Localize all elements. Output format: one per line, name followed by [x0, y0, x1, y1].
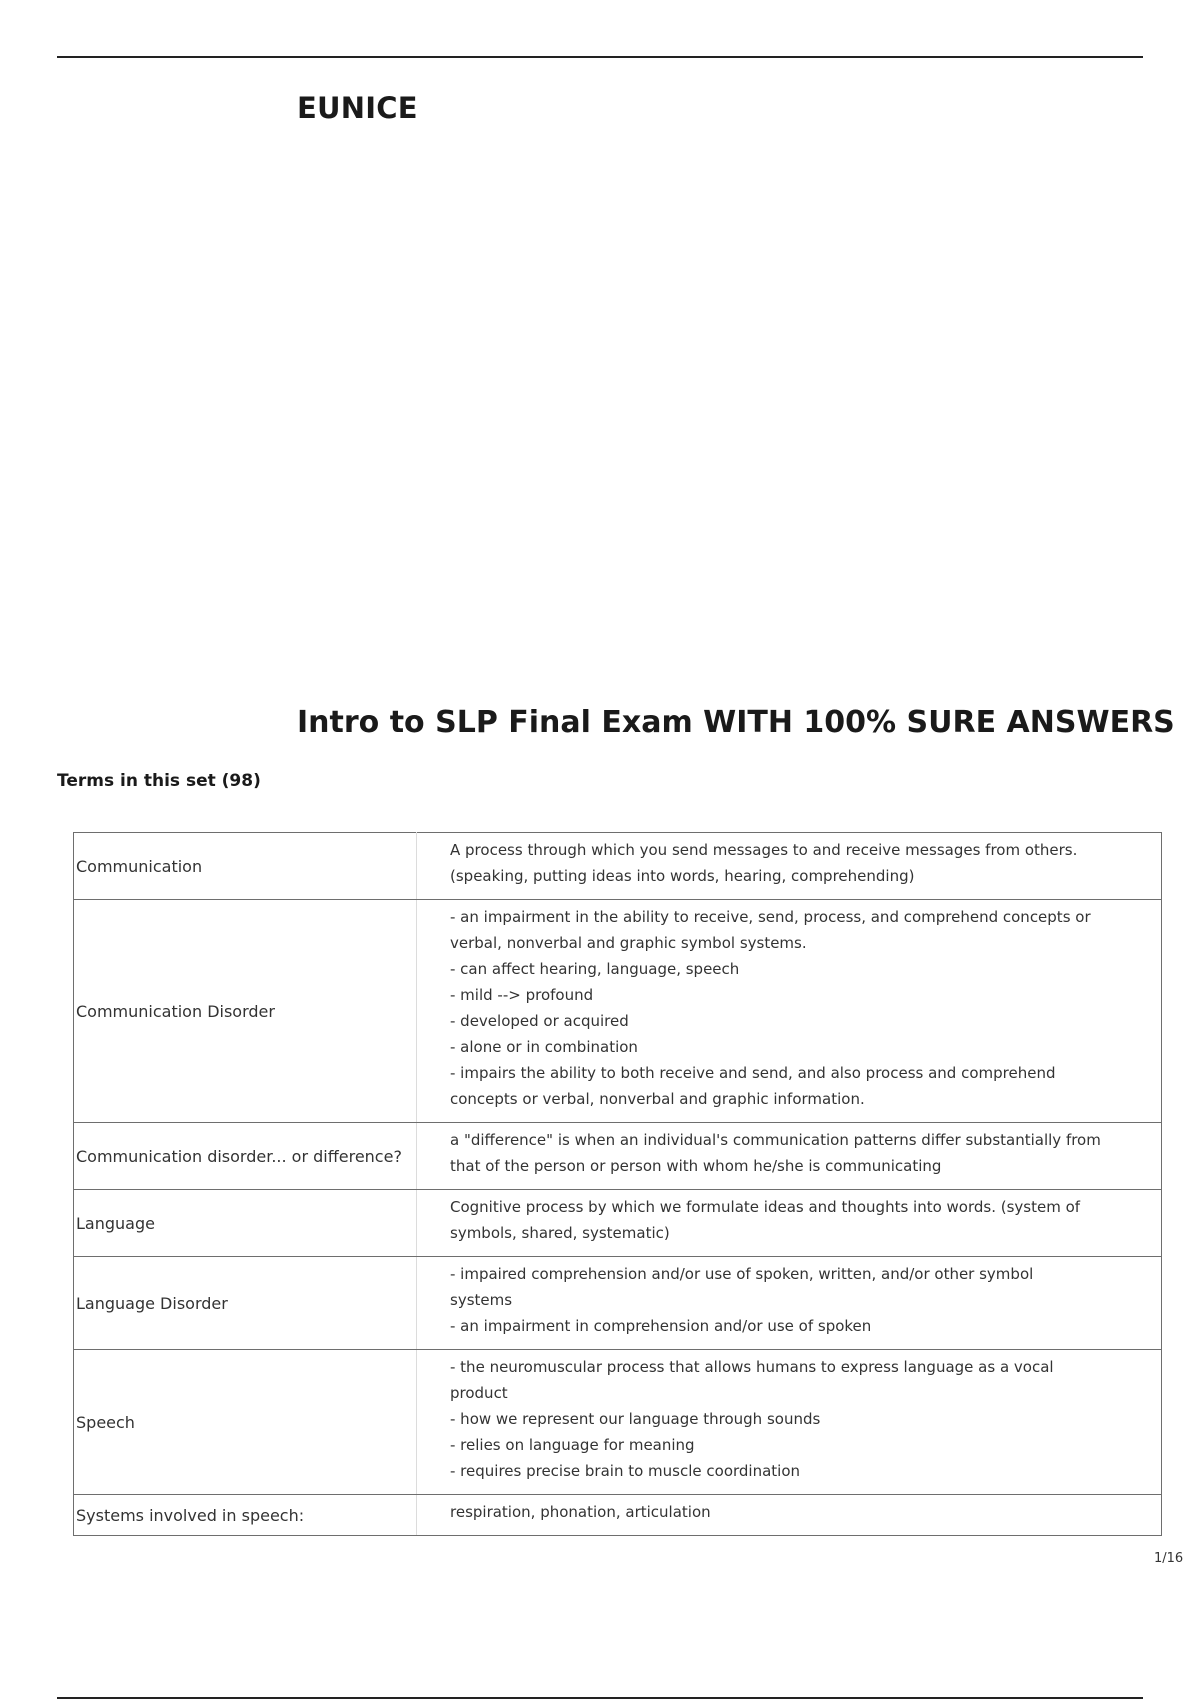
bottom-rule [57, 1697, 1143, 1699]
definition-cell [417, 1495, 1162, 1536]
definition-line: - an impairment in the ability to receive, send, process, and comprehend concepts or [450, 908, 1091, 926]
table-row [74, 1257, 1162, 1350]
definition-line: Cognitive process by which we formulate ideas and thoughts into words. (system of [450, 1198, 1081, 1216]
definition-line: a "difference" is when an individual's communication patterns differ substantially from [450, 1131, 1101, 1149]
definition-line: verbal, nonverbal and graphic symbol systems. [450, 934, 807, 952]
definition-cell [417, 900, 1162, 1123]
table-row [74, 1190, 1162, 1257]
definition-line: A process through which you send messages to and receive messages from others. [450, 841, 1078, 859]
table-row [74, 900, 1162, 1123]
definition-line: - how we represent our language through sounds [450, 1410, 821, 1428]
definition-line: - impaired comprehension and/or use of spoken, written, and/or other symbol [450, 1265, 1034, 1283]
definition-line: - can affect hearing, language, speech [450, 960, 740, 978]
definition-cell [417, 1190, 1162, 1257]
definition-line: - developed or acquired [450, 1012, 629, 1030]
table-row [74, 1495, 1162, 1536]
definition-line: concepts or verbal, nonverbal and graphic information. [450, 1090, 865, 1108]
definition-line: product [450, 1384, 508, 1402]
definition-cell [417, 1257, 1162, 1350]
top-rule [57, 56, 1143, 58]
term-cell: Communication [74, 833, 417, 900]
terms-table [73, 832, 1162, 1536]
definition-line: respiration, phonation, articulation [450, 1503, 711, 1521]
definition-line: - requires precise brain to muscle coordination [450, 1462, 801, 1480]
table-row [74, 1123, 1162, 1190]
table-row [74, 1350, 1162, 1495]
definition-cell [417, 1123, 1162, 1190]
definition-line: - relies on language for meaning [450, 1436, 695, 1454]
definition-line: - alone or in combination [450, 1038, 638, 1056]
definition-cell [417, 833, 1162, 900]
terms-count-label: Terms in this set (98) [57, 771, 261, 791]
definition-line: - the neuromuscular process that allows humans to express language as a vocal [450, 1358, 1054, 1376]
definition-line: symbols, shared, systematic) [450, 1224, 670, 1242]
definition-line: that of the person or person with whom he/she is communicating [450, 1157, 942, 1175]
term-cell: Language Disorder [74, 1257, 417, 1350]
term-cell: Language [74, 1190, 417, 1257]
table-row [74, 833, 1162, 900]
term-cell: Systems involved in speech: [74, 1495, 417, 1536]
document-title: Intro to SLP Final Exam WITH 100% SURE ANSWERS [297, 705, 1175, 740]
term-cell: Speech [74, 1350, 417, 1495]
definition-line: systems [450, 1291, 513, 1309]
term-cell: Communication disorder... or difference? [74, 1123, 417, 1190]
author-name: EUNICE [297, 91, 418, 125]
terms-table-body [74, 833, 1162, 1536]
definition-line: (speaking, putting ideas into words, hearing, comprehending) [450, 867, 915, 885]
definition-line: - an impairment in comprehension and/or use of spoken [450, 1317, 872, 1335]
definition-line: - impairs the ability to both receive and send, and also process and comprehend [450, 1064, 1056, 1082]
definition-line: - mild --> profound [450, 986, 594, 1004]
definition-cell [417, 1350, 1162, 1495]
term-cell: Communication Disorder [74, 900, 417, 1123]
page-number: 1/16 [1154, 1551, 1184, 1566]
